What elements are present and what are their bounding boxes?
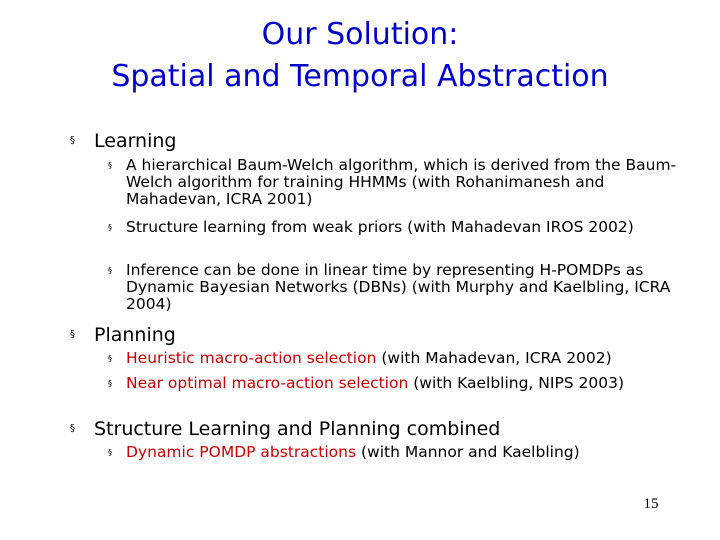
highlight-text: Dynamic POMDP abstractions <box>126 443 357 461</box>
list-item: Inference can be done in linear time by representing H-POMDPs as Dynamic Bayesian Networks (DBNs) (with Murphy and Kaelbling, ICRA 2004) <box>126 261 671 313</box>
section-heading-combined: Structure Learning and Planning combined <box>94 418 501 440</box>
slide-title <box>0 14 720 98</box>
list-item <box>126 350 686 367</box>
bullet-icon: § <box>70 423 75 434</box>
bullet-icon: § <box>108 379 112 388</box>
bullet-icon: § <box>108 223 112 232</box>
bullet-icon: § <box>108 161 112 170</box>
list-item <box>126 444 686 461</box>
section-heading-learning: Learning <box>94 130 177 152</box>
title-line-1: Our Solution: <box>261 17 459 52</box>
item-text: (with Mahadevan, ICRA 2002) <box>376 349 612 367</box>
bullet-icon: § <box>108 448 112 457</box>
list-item: A hierarchical Baum-Welch algorithm, which is derived from the Baum-Welch algorithm for training HHMMs (with Rohanimanesh and Mahadevan, ICRA 2001) <box>126 156 677 208</box>
highlight-text: Heuristic macro-action selection <box>126 349 377 367</box>
bullet-icon: § <box>108 266 112 275</box>
item-text: (with Mannor and Kaelbling) <box>356 443 580 461</box>
section-heading-planning: Planning <box>94 324 176 346</box>
bullet-icon: § <box>70 329 75 340</box>
page-number: 15 <box>643 496 659 512</box>
bullet-icon: § <box>70 135 75 146</box>
list-item <box>126 375 686 392</box>
highlight-text: Near optimal macro-action selection <box>126 374 409 392</box>
item-text: (with Kaelbling, NIPS 2003) <box>408 374 625 392</box>
bullet-icon: § <box>108 354 112 363</box>
title-line-2: Spatial and Temporal Abstraction <box>111 59 609 94</box>
list-item: Structure learning from weak priors (with Mahadevan IROS 2002) <box>126 218 634 236</box>
